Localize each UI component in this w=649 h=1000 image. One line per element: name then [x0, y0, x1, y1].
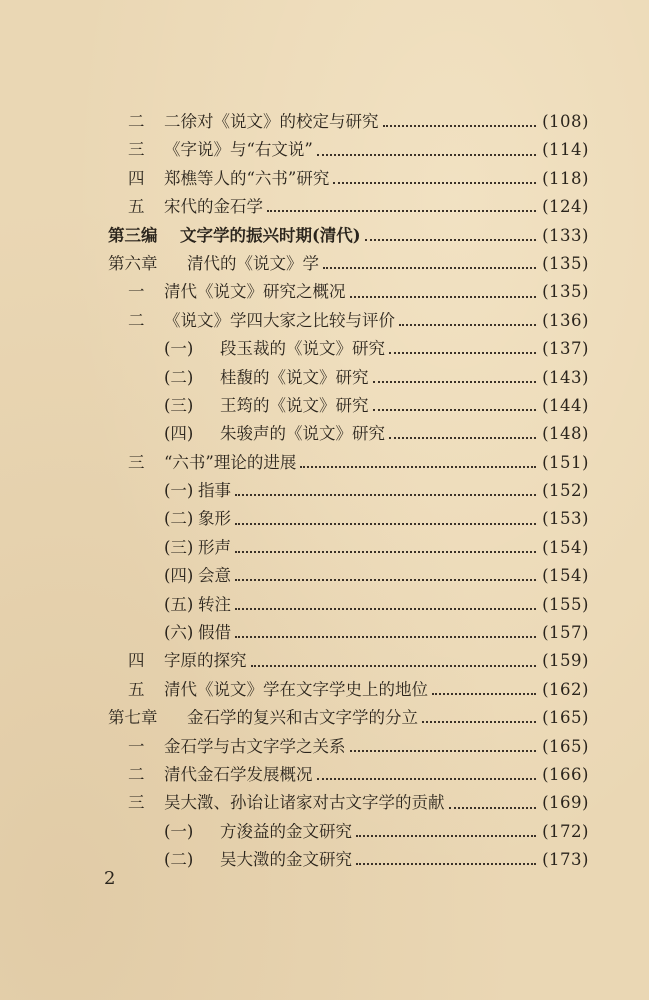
- dot-leader: [383, 125, 537, 127]
- toc-subentry: [0, 534, 649, 562]
- toc-subentry: [0, 477, 649, 505]
- subentry-number: (四): [164, 566, 194, 586]
- entry-page: (165): [542, 708, 589, 728]
- dot-leader: [323, 267, 536, 269]
- entry-page: (118): [542, 168, 589, 188]
- part-title: 文字学的振兴时期(清代): [180, 225, 361, 245]
- entry-title: 清代金石学发展概况: [164, 764, 313, 784]
- entry-page: (151): [542, 452, 589, 472]
- dot-leader: [389, 437, 536, 439]
- dot-leader: [235, 551, 536, 553]
- toc-subentry: [0, 335, 649, 363]
- entry-number: 四: [128, 168, 145, 188]
- toc-subentry: [0, 392, 649, 420]
- dot-leader: [350, 296, 537, 298]
- subentry-number: (三): [164, 395, 194, 415]
- toc-subentry: [0, 364, 649, 392]
- subentry-title: 形声: [198, 537, 231, 557]
- entry-page: (133): [542, 225, 589, 245]
- entry-title: “六书”理论的进展: [164, 452, 297, 472]
- dot-leader: [389, 352, 536, 354]
- entry-number: 一: [128, 736, 145, 756]
- subentry-title: 假借: [198, 623, 231, 643]
- entry-number: 二: [128, 310, 145, 330]
- entry-page: (166): [542, 764, 589, 784]
- dot-leader: [235, 523, 536, 525]
- dot-leader: [235, 636, 536, 638]
- subentry-number: (二): [164, 850, 194, 870]
- entry-page: (137): [542, 339, 589, 359]
- toc-subentry: [0, 846, 649, 874]
- page-number: 2: [104, 868, 116, 889]
- dot-leader: [373, 409, 537, 411]
- table-of-contents: [0, 108, 649, 875]
- entry-page: (154): [542, 537, 589, 557]
- entry-page: (165): [542, 736, 589, 756]
- entry-page: (157): [542, 623, 589, 643]
- subentry-number: (一): [164, 481, 194, 501]
- dot-leader: [333, 182, 536, 184]
- entry-number: 四: [128, 651, 145, 671]
- entry-number: 二: [128, 112, 145, 131]
- subentry-number: (一): [164, 339, 194, 359]
- entry-title: 二徐对《说文》的校定与研究: [164, 112, 379, 131]
- entry-page: (124): [542, 197, 589, 217]
- subentry-title: 会意: [198, 566, 231, 586]
- entry-page: (159): [542, 651, 589, 671]
- toc-subentry: [0, 562, 649, 590]
- chapter-number: 第六章: [108, 253, 158, 273]
- entry-title: 宋代的金石学: [164, 197, 263, 217]
- dot-leader: [449, 807, 537, 809]
- entry-number: 一: [128, 282, 145, 302]
- toc-entry: [0, 647, 649, 675]
- part-number: 第三编: [108, 225, 158, 245]
- toc-entry: [0, 193, 649, 221]
- toc-entry: [0, 789, 649, 817]
- toc-subentry: [0, 619, 649, 647]
- chapter-title: 清代的《说文》学: [187, 253, 319, 273]
- dot-leader: [317, 154, 536, 156]
- dot-leader: [399, 324, 536, 326]
- entry-page: (154): [542, 566, 589, 586]
- entry-number: 二: [128, 764, 145, 784]
- subentry-number: (一): [164, 821, 194, 841]
- entry-page: (108): [542, 112, 589, 131]
- entry-title: 《说文》学四大家之比较与评价: [164, 310, 395, 330]
- dot-leader: [432, 693, 536, 695]
- toc-entry: [0, 278, 649, 306]
- subentry-title: 段玉裁的《说文》研究: [220, 339, 385, 359]
- entry-page: (136): [542, 310, 589, 330]
- toc-chapter-entry: [0, 250, 649, 278]
- dot-leader: [317, 778, 537, 780]
- entry-page: (172): [542, 821, 589, 841]
- entry-page: (135): [542, 253, 589, 273]
- entry-number: 五: [128, 679, 145, 699]
- entry-title: 清代《说文》研究之概况: [164, 282, 346, 302]
- chapter-number: 第七章: [108, 708, 158, 728]
- dot-leader: [422, 721, 536, 723]
- toc-chapter-entry: [0, 704, 649, 732]
- subentry-title: 象形: [198, 509, 231, 529]
- dot-leader: [373, 381, 537, 383]
- toc-entry: [0, 307, 649, 335]
- entry-page: (135): [542, 282, 589, 302]
- entry-page: (155): [542, 594, 589, 614]
- dot-leader: [235, 494, 536, 496]
- chapter-title: 金石学的复兴和古文字学的分立: [187, 708, 418, 728]
- entry-number: 五: [128, 197, 145, 217]
- entry-page: (169): [542, 793, 589, 813]
- toc-part-entry: [0, 222, 649, 250]
- subentry-title: 转注: [198, 594, 231, 614]
- toc-entry: [0, 449, 649, 477]
- dot-leader: [356, 835, 536, 837]
- dot-leader: [235, 579, 536, 581]
- entry-page: (173): [542, 850, 589, 870]
- entry-number: 三: [128, 140, 145, 160]
- dot-leader: [356, 863, 536, 865]
- subentry-title: 王筠的《说文》研究: [220, 395, 369, 415]
- entry-number: 三: [128, 452, 145, 472]
- dot-leader: [365, 239, 537, 241]
- entry-number: 三: [128, 793, 145, 813]
- entry-title: 金石学与古文字学之关系: [164, 736, 346, 756]
- entry-title: 清代《说文》学在文字学史上的地位: [164, 679, 428, 699]
- subentry-number: (四): [164, 424, 194, 444]
- subentry-title: 朱骏声的《说文》研究: [220, 424, 385, 444]
- entry-title: 《字说》与“右文说”: [164, 140, 313, 160]
- subentry-title: 吴大澂的金文研究: [220, 850, 352, 870]
- subentry-number: (二): [164, 509, 194, 529]
- subentry-title: 指事: [198, 481, 231, 501]
- subentry-number: (五): [164, 594, 194, 614]
- entry-title: 吴大澂、孙诒让诸家对古文字学的贡献: [164, 793, 445, 813]
- entry-title: 字原的探究: [164, 651, 247, 671]
- entry-page: (152): [542, 481, 589, 501]
- entry-page: (153): [542, 509, 589, 529]
- toc-entry: [0, 136, 649, 164]
- subentry-title: 方浚益的金文研究: [220, 821, 352, 841]
- entry-page: (114): [542, 140, 589, 160]
- toc-entry: [0, 165, 649, 193]
- entry-page: (148): [542, 424, 589, 444]
- entry-page: (162): [542, 679, 589, 699]
- toc-subentry: [0, 420, 649, 448]
- entry-page: (144): [542, 395, 589, 415]
- dot-leader: [267, 210, 536, 212]
- toc-subentry: [0, 591, 649, 619]
- dot-leader: [300, 466, 536, 468]
- dot-leader: [235, 608, 536, 610]
- toc-entry: [0, 733, 649, 761]
- dot-leader: [251, 665, 537, 667]
- dot-leader: [350, 750, 537, 752]
- toc-entry: [0, 761, 649, 789]
- subentry-number: (三): [164, 537, 194, 557]
- subentry-title: 桂馥的《说文》研究: [220, 367, 369, 387]
- subentry-number: (六): [164, 623, 194, 643]
- toc-entry: [0, 676, 649, 704]
- entry-title: 郑樵等人的“六书”研究: [164, 168, 330, 188]
- entry-page: (143): [542, 367, 589, 387]
- toc-subentry: [0, 818, 649, 846]
- toc-subentry: [0, 505, 649, 533]
- toc-entry: [0, 108, 649, 136]
- subentry-number: (二): [164, 367, 194, 387]
